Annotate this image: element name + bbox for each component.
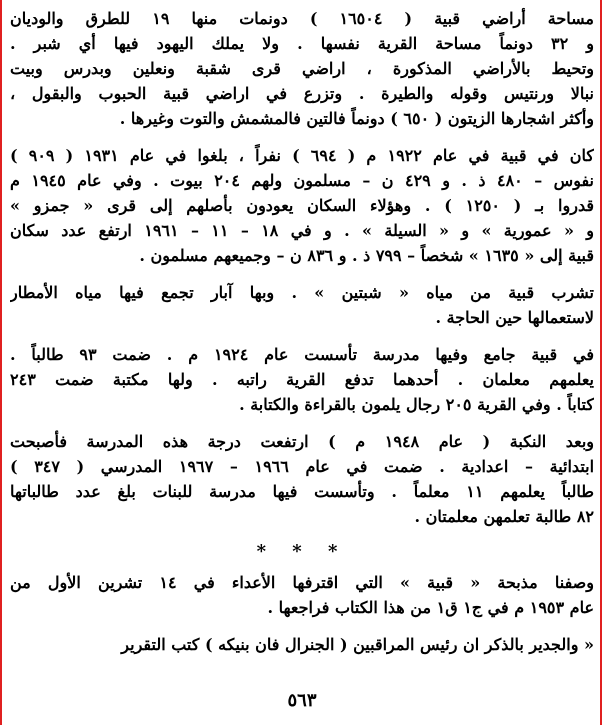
text-line: قدروا بـ ( ١٢٥٠ ) . وهؤلاء السكان يعودون بأصلهم إلى قرى « جمزو » (10, 196, 594, 215)
text-line: في قبية جامع وفيها مدرسة تأسست عام ١٩٢٤ م . ضمت ٩٣ طالباً . (10, 345, 594, 364)
text-line: كتاباً . وفي القرية ٢٠٥ رجال يلمون بالقراءة والكتابة . (239, 395, 594, 414)
text-line: يعلمهم معلمان . أحدهما تدفع القرية راتبه . ولها مكتبة ضمت ٢٤٣ (10, 370, 594, 389)
text-line: ٨٢ طالبة تعلمهن معلمتان . (414, 507, 594, 526)
paragraph (10, 342, 594, 417)
text-body (10, 6, 594, 529)
page-border-right (600, 0, 602, 725)
text-line: لاستعمالها حين الحاجة . (435, 308, 594, 327)
paragraph (10, 143, 594, 268)
text-line: نفوس – ٤٨٠ ذ . و ٤٢٩ ن – مسلمون ولهم ٢٠٤ بيوت . وفي عام ١٩٤٥ م (10, 171, 594, 190)
paragraph (10, 429, 594, 529)
text-body-continued (10, 570, 594, 657)
document-page (10, 6, 594, 722)
text-line: كان في قبية في عام ١٩٢٢ م ( ٦٩٤ ) نفراً ، بلغوا في عام ١٩٣١ ( ٩٠٩ ) (10, 146, 594, 165)
section-separator: * * * (256, 541, 348, 562)
text-line: وصفنا مذبحة « قبية » التي اقترفها الأعداء في ١٤ تشرين الأول من (10, 573, 594, 592)
text-line: وأكثر اشجارها الزيتون ( ٦٥٠ ) دونماً فالتين فالمشمش والتوت وغيرها . (119, 109, 594, 128)
paragraph (10, 570, 594, 620)
text-line: « والجدير بالذكر ان رئيس المراقبين ( الجنرال فان بنيكه ) كتب التقرير (121, 635, 594, 654)
text-line: قبية إلى « ١٦٣٥ » شخصاً – ٧٩٩ ذ . و ٨٣٦ ن – وجميعهم مسلمون . (139, 246, 594, 265)
page-border-left (0, 0, 2, 725)
text-line: وتحيط بالأراضي المذكورة ، اراضي قرى شقبة ونعلين وبدرس وبيت (10, 59, 594, 78)
text-line: عام ١٩٥٣ م في ج١ ق١ من هذا الكتاب فراجعها . (267, 598, 594, 617)
text-line: ابتدائية – اعدادية . ضمت في عام ١٩٦٦ – ١٩٦٧ المدرسي ( ٣٤٧ ) (10, 457, 594, 476)
text-line: مساحة أراضي قبية ( ١٦٥٠٤ ) دونمات منها ١٩ للطرق والوديان (10, 9, 594, 28)
paragraph (10, 280, 594, 330)
paragraph (10, 6, 594, 131)
text-line: نبالا ورنتيس وقوله والطيرة . وتزرع في اراضي قبية الحبوب والبقول ، (10, 84, 594, 103)
text-line: و « عمورية » و « السيلة » . و في ١٨ – ١١ – ١٩٦١ ارتفع عدد سكان (10, 221, 594, 240)
text-line: وبعد النكبة ( عام ١٩٤٨ م ) ارتفعت درجة هذه المدرسة فأصبحت (10, 432, 594, 451)
text-line: و ٣٢ دونماً مساحة القرية نفسها . ولا يملك اليهود فيها أي شبر . (10, 34, 594, 53)
text-line: تشرب قبية من مياه « شبتين » . وبها آبار تجمع فيها مياه الأمطار (10, 283, 594, 302)
paragraph (10, 632, 594, 657)
page-number: ٥٦٣ (287, 690, 317, 711)
text-line: طالباً يعلمهم ١١ معلماً . وتأسست فيها مدرسة للبنات بلغ عدد طالباتها (10, 482, 594, 501)
